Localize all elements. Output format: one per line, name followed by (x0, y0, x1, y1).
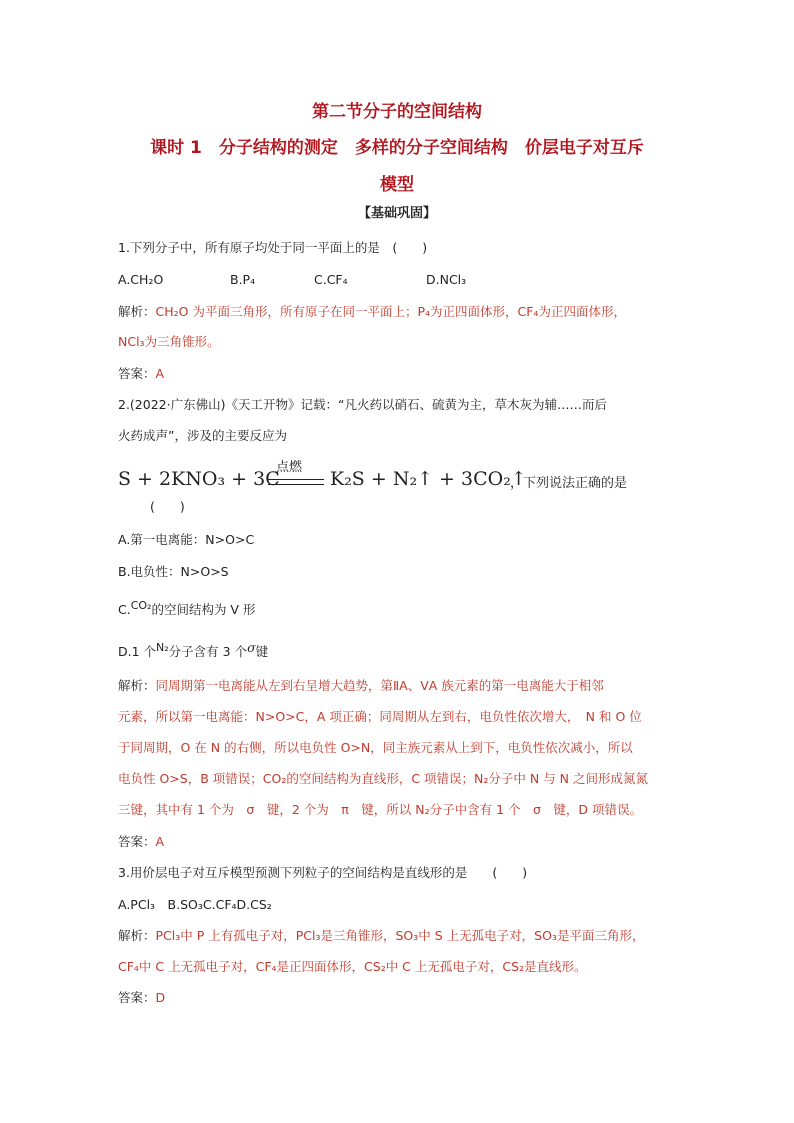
q1-analysis-line1 (118, 304, 626, 320)
q1-analysis-line2: NCl₃为三角锥形。 (118, 334, 220, 349)
q1-answer-value: A (155, 366, 165, 381)
q1-option-b: B.P₄ (230, 272, 256, 287)
q2-analysis-line2: 元素，所以第一电离能：N>O>C，A 项正确；同周期从左到右，电负性依次增大， N 和 O 位 (118, 709, 642, 724)
q3-answer (118, 990, 165, 1006)
q3-analysis-text1: PCl₃中 P 上有孤电子对，PCl₃是三角锥形，SO₃中 S 上无孤电子对，SO₃是平面三角形， (155, 928, 645, 943)
q2-option-d-sigma: σ (247, 640, 256, 655)
q3-answer-label: 答案： (118, 990, 156, 1005)
q2-analysis-line4: 电负性 O>S，B 项错误；CO₂的空间结构为直线形，C 项错误；N₂分子中 N 与 N 之间形成氮氮 (118, 771, 649, 786)
equation-products: K₂S + N₂↑ + 3CO₂↑ (330, 468, 527, 490)
q2-analysis-line1 (118, 678, 604, 694)
q1-option-a: A.CH₂O (118, 272, 164, 287)
q3-answer-value: D (155, 990, 166, 1005)
q3-analysis-label: 解析： (118, 928, 156, 943)
lesson-title-line1: 课时 1 分子结构的测定 多样的分子空间结构 价层电子对互斥 (150, 138, 644, 158)
q2-stem-line2: 火药成声”，涉及的主要反应为 (118, 428, 287, 443)
q2-option-c-suffix: 的空间结构为 V 形 (151, 602, 256, 617)
q2-stem-line1: 2.(2022·广东佛山)《天工开物》记载：“凡火药以硝石、硫黄为主，草木灰为辅……而后 (118, 397, 607, 412)
q1-option-c: C.CF₄ (314, 272, 348, 287)
q1-option-d: D.NCl₃ (426, 272, 467, 287)
q2-answer-value: A (155, 834, 165, 849)
q2-chemical-equation (118, 460, 678, 500)
q1-stem: 1.下列分子中，所有原子均处于同一平面上的是 ( ) (118, 240, 428, 255)
q1-answer-label: 答案： (118, 366, 156, 381)
q2-answer (118, 834, 164, 850)
q2-analysis-line3: 于同周期，O 在 N 的右侧，所以电负性 O>N，同主族元素从上到下，电负性依次减小，所以 (118, 740, 633, 755)
q1-answer (118, 366, 164, 382)
q2-option-c-formula: CO₂ (130, 599, 152, 612)
equation-double-line (268, 479, 324, 485)
q2-option-d (118, 640, 269, 661)
q2-option-d-prefix: D.1 个 (118, 644, 157, 659)
category-label: 【基础巩固】 (357, 206, 436, 221)
q2-option-d-suffix: 键 (255, 644, 269, 659)
equation-tail: ，下列说法正确的是 (510, 476, 628, 491)
q1-analysis-label: 解析： (118, 304, 156, 319)
section-title: 第二节分子的空间结构 (312, 102, 482, 122)
q2-option-c-prefix: C. (118, 602, 131, 617)
equation-condition: 点燃 (276, 460, 303, 475)
q2-answer-label: 答案： (118, 834, 156, 849)
equation-reactants: S + 2KNO₃ + 3C (118, 468, 280, 490)
lesson-title-line2: 模型 (380, 175, 414, 195)
q3-analysis-line2: CF₄中 C 上无孤电子对，CF₄是正四面体形，CS₂中 C 上无孤电子对，CS₂是直线形。 (118, 959, 587, 974)
q2-paren: ( ) (150, 499, 185, 514)
q2-option-b: B.电负性：N>O>S (118, 564, 229, 579)
q2-analysis-line5: 三键，其中有 1 个为 σ 键，2 个为 π 键，所以 N₂分子中含有 1 个 σ 键，D 项错误。 (118, 802, 643, 817)
q2-analysis-text1: 同周期第一电离能从左到右呈增大趋势，第ⅡA、ⅤA 族元素的第一电离能大于相邻 (155, 678, 604, 693)
q3-options: A.PCl₃ B.SO₃C.CF₄D.CS₂ (118, 897, 272, 912)
q2-option-d-formula: N₂ (156, 641, 169, 654)
q2-option-c (118, 599, 256, 619)
q2-option-d-middle: 分子含有 3 个 (168, 644, 248, 659)
q2-analysis-label: 解析： (118, 678, 156, 693)
q3-analysis-line1 (118, 928, 644, 944)
q3-stem: 3.用价层电子对互斥模型预测下列粒子的空间结构是直线形的是 ( ) (118, 865, 528, 880)
q1-analysis-text1: CH₂O 为平面三角形，所有原子在同一平面上；P₄为正四面体形，CF₄为正四面体形， (155, 304, 626, 319)
q2-option-a: A.第一电离能：N>O>C (118, 532, 255, 547)
q1-options (118, 272, 518, 288)
